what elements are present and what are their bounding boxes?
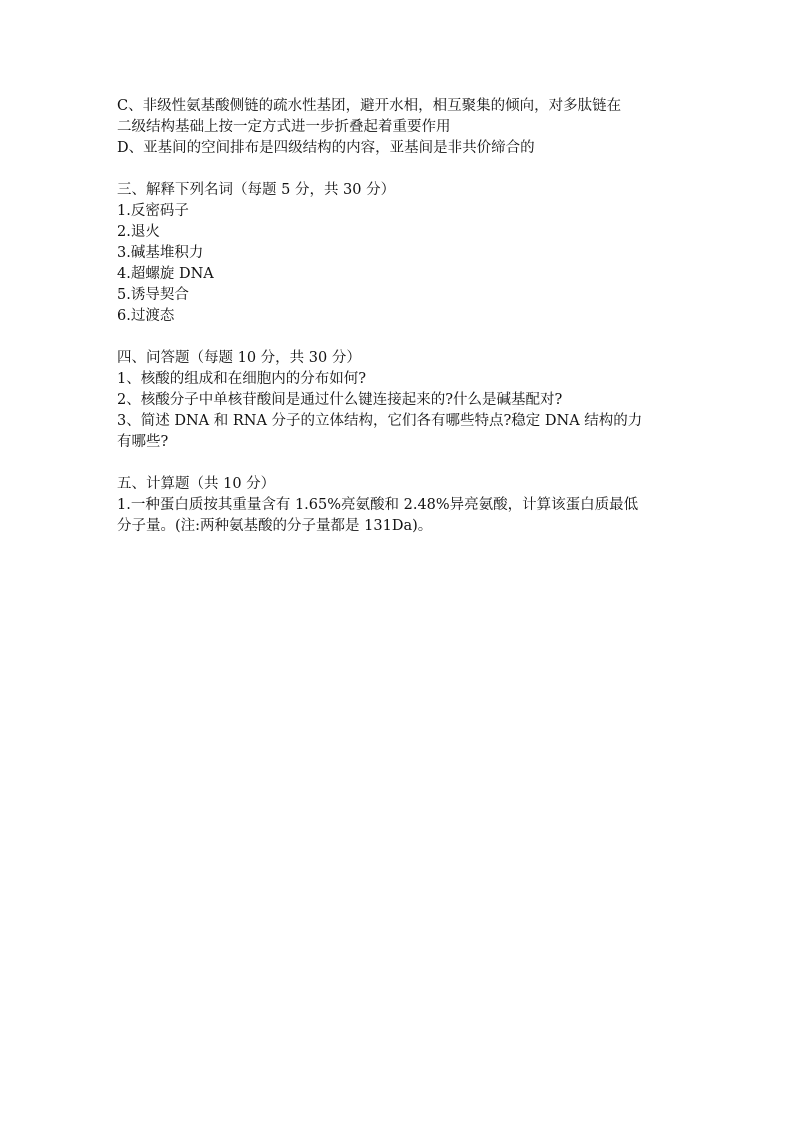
term-item-6: 6.过渡态	[117, 308, 175, 324]
question-4-3-line-2: 有哪些?	[117, 434, 169, 450]
spacer	[117, 159, 677, 180]
question-4-2: 2、核酸分子中单核苷酸间是通过什么键连接起来的?什么是碱基配对?	[117, 392, 563, 408]
question-4-3-line-1: 3、简述 DNA 和 RNA 分子的立体结构，它们各有哪些特点?稳定 DNA 结构的力	[117, 413, 643, 429]
term-item-2: 2.退火	[117, 224, 160, 240]
option-c-line-2: 二级结构基础上按一定方式进一步折叠起着重要作用	[117, 119, 451, 135]
term-item-1: 1.反密码子	[117, 203, 189, 219]
section-4-title: 四、问答题（每题 10 分，共 30 分）	[117, 350, 361, 366]
term-item-5: 5.诱导契合	[117, 287, 189, 303]
question-4-1: 1、核酸的组成和在细胞内的分布如何?	[117, 371, 366, 387]
document-page	[117, 96, 677, 537]
term-item-4: 4.超螺旋 DNA	[117, 266, 214, 282]
question-5-1-line-1: 1.一种蛋白质按其重量含有 1.65%亮氨酸和 2.48%异亮氨酸，计算该蛋白质最低	[117, 497, 639, 513]
option-c-line-1: C、非级性氨基酸侧链的疏水性基团，避开水相，相互聚集的倾向，对多肽链在	[117, 98, 622, 114]
section-3-title: 三、解释下列名词（每题 5 分，共 30 分）	[117, 182, 396, 198]
term-item-3: 3.碱基堆积力	[117, 245, 204, 261]
option-d-line: D、亚基间的空间排布是四级结构的内容，亚基间是非共价缔合的	[117, 140, 535, 156]
question-5-1-line-2: 分子量。(注:两种氨基酸的分子量都是 131Da)。	[117, 518, 433, 534]
spacer	[117, 453, 677, 474]
section-5-title: 五、计算题（共 10 分）	[117, 476, 276, 492]
spacer	[117, 327, 677, 348]
